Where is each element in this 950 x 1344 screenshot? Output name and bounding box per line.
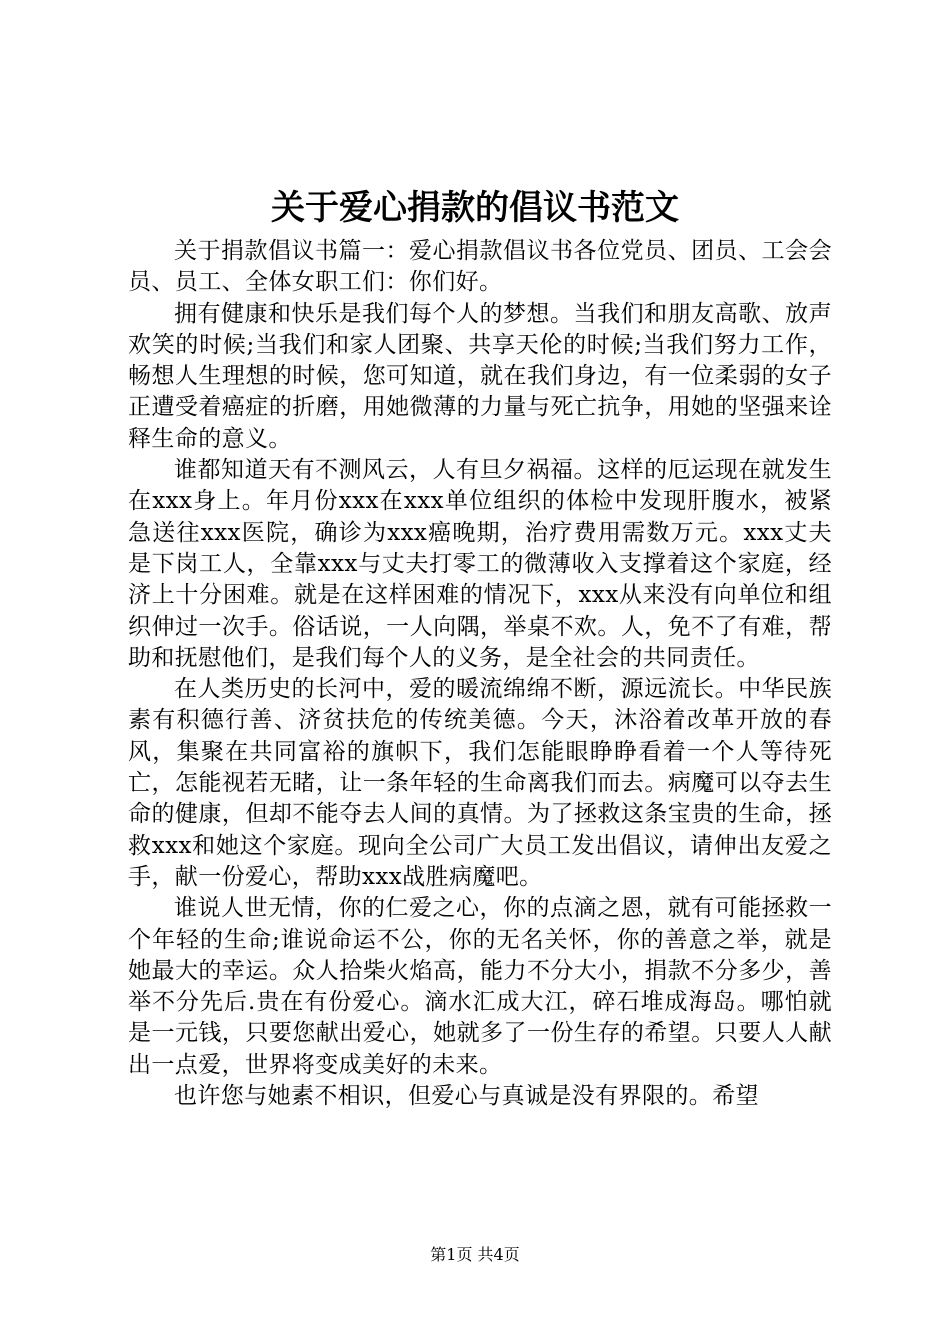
paragraph: 也许您与她素不相识，但爱心与真诚是没有界限的。希望	[174, 1083, 759, 1110]
document-title: 关于爱心捐款的倡议书范文	[271, 188, 679, 228]
paragraph: 谁都知道天有不测风云，人有旦夕祸福。这样的厄运现在就发生在xxx身上。年月份xxx在xxx单位组织的体检中发现肝腹水，被紧急送往xxx医院，确诊为xxx癌晚期，治疗费用需数万元。xxx丈夫是下岗工人，全靠xxx与丈夫打零工的微薄收入支撑着这个家庭，经济上十分困难。就是在这样困难的情况下，xxx从来没有向单位和组织伸过一次手。俗话说，一人向隅，举桌不欢。人，免不了有难，帮助和抚慰他们，是我们每个人的义务，是全社会的共同责任。	[128, 457, 832, 671]
paragraph: 谁说人世无情，你的仁爱之心，你的点滴之恩，就有可能拯救一个年轻的生命;谁说命运不公，你的无名关怀，你的善意之举，就是她最大的幸运。众人拾柴火焰高，能力不分大小，捐款不分多少，善举不分先后.贵在有份爱心。滴水汇成大江，碎石堆成海岛。哪怕就是一元钱，只要您献出爱心，她就多了一份生存的希望。只要人人献出一点爱，世界将变成美好的未来。	[128, 895, 832, 1078]
paragraph: 拥有健康和快乐是我们每个人的梦想。当我们和朋友高歌、放声欢笑的时候;当我们和家人团聚、共享天伦的时候;当我们努力工作，畅想人生理想的时候，您可知道，就在我们身边，有一位柔弱的女子正遭受着癌症的折磨，用她微薄的力量与死亡抗争，用她的坚强来诠释生命的意义。	[128, 300, 832, 452]
paragraph: 在人类历史的长河中，爱的暖流绵绵不断，源远流长。中华民族素有积德行善、济贫扶危的传统美德。今天，沐浴着改革开放的春风，集聚在共同富裕的旗帜下，我们怎能眼睁睁看着一个人等待死亡，怎能视若无睹，让一条年轻的生命离我们而去。病魔可以夺去生命的健康，但却不能夺去人间的真情。为了拯救这条宝贵的生命，拯救xxx和她这个家庭。现向全公司广大员工发出倡议，请伸出友爱之手，献一份爱心，帮助xxx战胜病魔吧。	[128, 676, 832, 890]
paragraph: 关于捐款倡议书篇一：爱心捐款倡议书各位党员、团员、工会会员、员工、全体女职工们：你们好。	[128, 238, 832, 296]
document-body	[128, 236, 832, 1112]
page-footer: 第1页 共4页	[430, 1245, 520, 1264]
